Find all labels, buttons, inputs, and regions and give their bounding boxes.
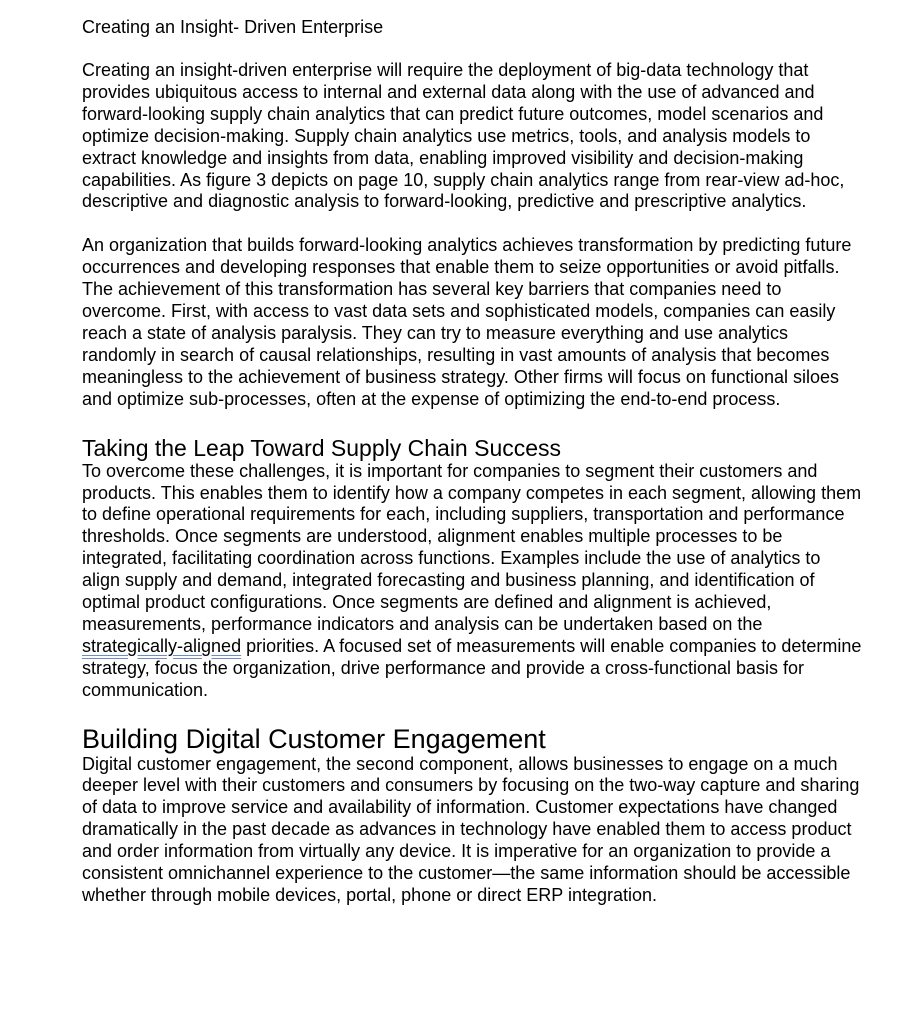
- section-body-digital-customer-engagement: Digital customer engagement, the second component, allows businesses to engage on a much deeper level with their customers and consumers by focusing on the two-way capture and sharing of data to improve service and availability of information. Customer expectations have changed dramatically in the past decade as advances in technology have enabled them to access product and order information from virtually any device. It is imperative for an organization to provide a consistent omnichannel experience to the customer—the same information should be accessible whether through mobile devices, portal, phone or direct ERP integration.: [82, 753, 860, 905]
- section-body-supply-chain-success: [82, 461, 862, 702]
- intro-paragraph-1: Creating an insight-driven enterprise will require the deployment of big-data technology that provides ubiquitous access to internal and external data along with the use of advanced and forward-looking supply chain analytics that can predict future outcomes, model scenarios and optimize decision-making. Supply chain analytics use metrics, tools, and analysis models to extract knowledge and insights from data, enabling improved visibility and decision-making capabilities. As figure 3 depicts on page 10, supply chain analytics range from rear-view ad-hoc, descriptive and diagnostic analysis to forward-looking, predictive and prescriptive analytics.: [82, 60, 845, 212]
- document-page: [82, 16, 862, 907]
- document-title: Creating an Insight- Driven Enterprise: [82, 17, 384, 37]
- spellcheck-underlined-word[interactable]: strategically-aligned: [82, 635, 242, 656]
- section-1-text-a: To overcome these challenges, it is important for companies to segment their customers and products. This enables them to identify how a company competes in each segment, allowing them to define operational requirements for each, including suppliers, transportation and performance thresholds. Once segments are understood, alignment enables multiple processes to be integrated, facilitating coordination across functions. Examples include the use of analytics to align supply and demand, integrated forecasting and business planning, and identification of optimal product configurations. Once segments are defined and alignment is achieved, measurements, performance indicators and analysis can be undertaken based on the: [82, 460, 862, 634]
- intro-paragraph-2: An organization that builds forward-looking analytics achieves transformation by predicting future occurrences and developing responses that enable them to seize opportunities or avoid pitfalls. The achievement of this transformation has several key barriers that companies need to overcome. First, with access to vast data sets and sophisticated models, companies can easily reach a state of analysis paralysis. They can try to measure everything and use analytics randomly in search of causal relationships, resulting in vast amounts of analysis that becomes meaningless to the achievement of business strategy. Other firms will focus on functional siloes and optimize sub-processes, often at the expense of optimizing the end-to-end process.: [82, 235, 852, 409]
- section-heading-digital-customer-engagement: Building Digital Customer Engagement: [82, 723, 546, 754]
- section-1-text-b: priorities. A focused set of measurements will enable companies to determine strategy, focus the organization, drive performance and provide a cross-functional basis for communication.: [82, 635, 862, 700]
- section-heading-supply-chain-success: Taking the Leap Toward Supply Chain Success: [82, 434, 562, 461]
